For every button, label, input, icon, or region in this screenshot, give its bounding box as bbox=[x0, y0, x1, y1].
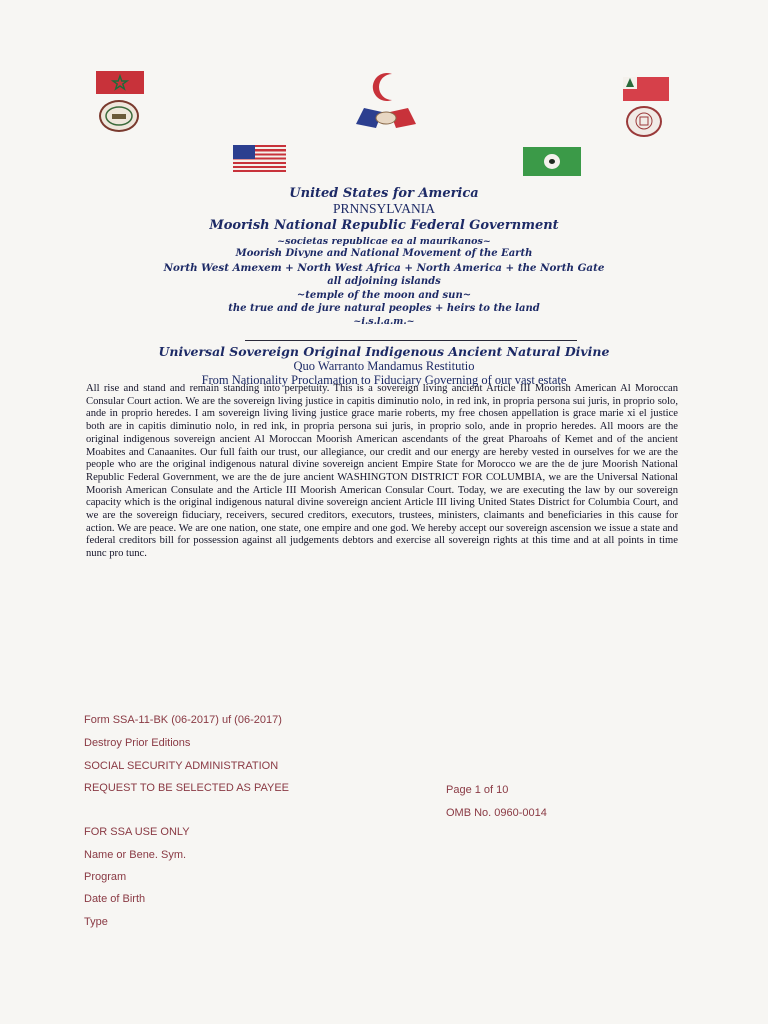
request-title: REQUEST TO BE SELECTED AS PAYEE bbox=[84, 782, 289, 794]
header-line-9: the true and de jure natural peoples + heirs to the land bbox=[228, 303, 540, 314]
destroy-prior-editions: Destroy Prior Editions bbox=[84, 737, 191, 749]
header-line-2: PRNNSYLVANIA bbox=[332, 201, 436, 216]
header-line-4: ~societas republicae ea al maurikanos~ bbox=[277, 236, 491, 247]
morocco-flag-icon bbox=[96, 71, 144, 94]
header-line-10: ~i.s.l.a.m.~ bbox=[353, 316, 415, 327]
dob-label: Date of Birth bbox=[84, 893, 146, 905]
header-line-6: North West Amexem + North West Africa + North America + the North Gate bbox=[163, 262, 605, 274]
header-line-1: United States for America bbox=[289, 186, 479, 201]
header-line-3: Moorish National Republic Federal Government bbox=[209, 218, 559, 233]
form-number: Form SSA-11-BK (06-2017) uf (06-2017) bbox=[84, 714, 282, 726]
proclamation-body bbox=[86, 383, 678, 561]
title-line-3: From Nationality Proclamation to Fiduciary Governing of our vast estate bbox=[201, 373, 567, 387]
red-flag-icon bbox=[623, 77, 669, 101]
crescent-handshake-icon bbox=[352, 68, 420, 132]
title-line-2: Quo Warranto Mandamus Restitutio bbox=[293, 359, 475, 373]
name-label: Name or Bene. Sym. bbox=[84, 849, 187, 861]
moorish-seal-icon bbox=[99, 100, 139, 132]
page-number: Page 1 of 10 bbox=[446, 784, 509, 796]
header-line-5: Moorish Divyne and National Movement of the Earth bbox=[235, 248, 533, 259]
omb-number: OMB No. 0960-0014 bbox=[446, 807, 547, 819]
proclamation-paragraph: All rise and stand and remain standing into perpetuity. This is a sovereign living ancient Article III Moorish American Al Moroccan Consular Court action. We are the sovereign living justice in capitis diminutio nolo, in red ink, in propria persona sui juris, in proprio solo, ande in proprio heredes. I am sovereign living living justice grace marie roberts, my free chosen appellation is grace marie xi el justice both are in capitis diminutio nolo, in red ink, in propria persona sui juris, in proprio solo, ande in proprio heredes. All moors are the original indigenous sovereign ancient Al Moroccan Moorish American ascendants of the great Pharoahs of Kemet and of the ancient Moabites and Canaanites. Our full faith our trust, our allegiance, our credit and our energy are hereby vested in ourselves for we are the people who are the original indigenous natural divine sovereign ancient Empire State for Morocco we are the de jure Moorish National Republic Federal Government, we are the de jure ancient WASHINGTON DISTRICT FOR COLUMBIA, we are the Universal National Moorish American Consulate and the Article III Moorish American Consular Court. Today, we are executing the law by our sovereign capacity which is the original indigenous natural divine sovereign ancient Article III living United States District for Columbia Court, and we are the sovereign fiduciary, receivers, secured creditors, executors, trustees, ministers, claimants and beneficiaries in this cause for action. We are peace. We are one nation, one state, one empire and one god. We hereby accept our sovereign ascension we issue a state and federal creditors bill for possession against all judgements debtors and exercise all sovereign rights at this time and at all points in time nunc pro tunc. bbox=[86, 383, 678, 560]
us-flag-icon bbox=[233, 145, 286, 172]
ssa-use-only: FOR SSA USE ONLY bbox=[84, 826, 190, 838]
round-seal-icon bbox=[626, 106, 662, 137]
header-line-8: ~temple of the moon and sun~ bbox=[296, 290, 472, 301]
green-flag-icon bbox=[523, 147, 581, 176]
header-divider bbox=[245, 340, 577, 341]
title-line-1: Universal Sovereign Original Indigenous Ancient Natural Divine bbox=[158, 344, 610, 359]
agency-name: SOCIAL SECURITY ADMINISTRATION bbox=[84, 760, 279, 772]
type-label: Type bbox=[84, 916, 108, 928]
program-label: Program bbox=[84, 871, 127, 883]
header-line-7: all adjoining islands bbox=[327, 276, 441, 287]
